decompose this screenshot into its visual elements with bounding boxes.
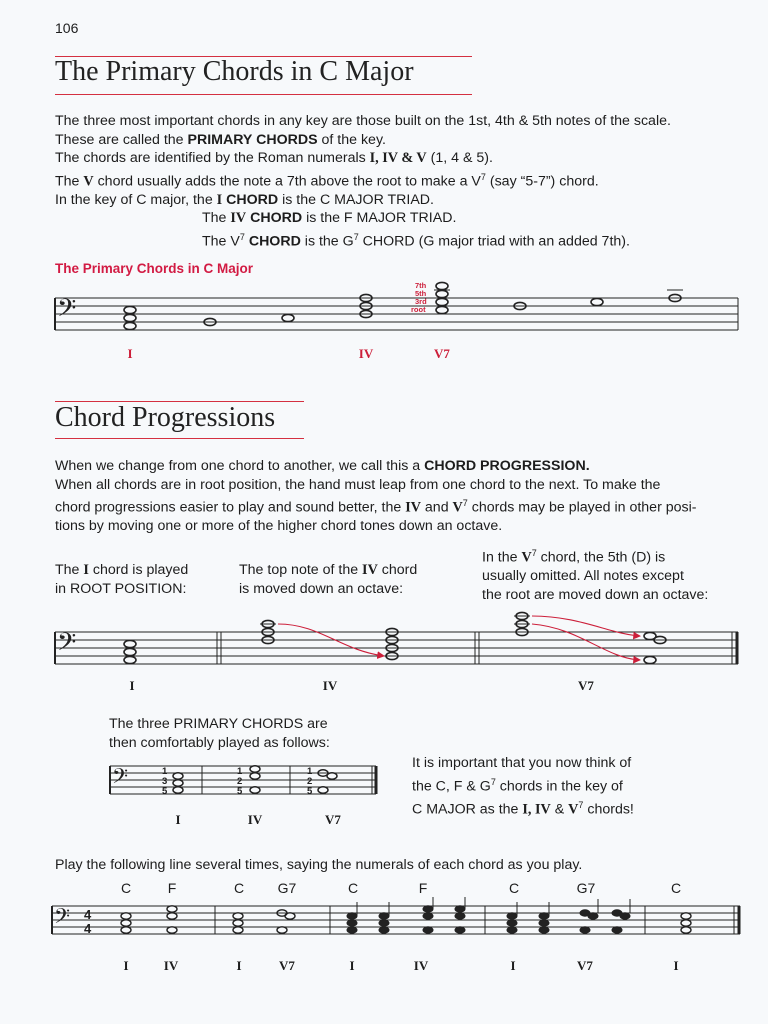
title-rule-top bbox=[55, 56, 472, 57]
line: It is important that you now think of bbox=[412, 755, 632, 771]
title-rule-top bbox=[55, 401, 304, 402]
exercise-label: I bbox=[349, 958, 355, 973]
line: in ROOT POSITION: bbox=[55, 580, 187, 597]
title-rule-bottom bbox=[55, 438, 304, 439]
finger-number: 2 bbox=[237, 776, 243, 787]
chord-label-I: I bbox=[127, 346, 133, 361]
staff-progressions bbox=[50, 620, 740, 675]
chord-symbol: C bbox=[233, 880, 245, 896]
exercise-label: I bbox=[510, 958, 516, 973]
exercise-label: I bbox=[673, 958, 679, 973]
time-signature-bottom: 4 bbox=[84, 921, 92, 936]
line: These are called the PRIMARY CHORDS of the key. bbox=[55, 131, 386, 148]
intro-paragraph bbox=[55, 112, 671, 251]
line: usually omitted. All notes except bbox=[482, 568, 684, 585]
finger-number: 5 bbox=[307, 786, 313, 797]
progression-label-I: I bbox=[129, 678, 135, 693]
title-rule-bottom bbox=[55, 94, 472, 95]
line: The chords are identified by the Roman numerals I, IV & V (1, 4 & 5). bbox=[55, 150, 493, 166]
iv-chord-text bbox=[239, 561, 417, 598]
exercise-label: I bbox=[123, 958, 129, 973]
line: The IV CHORD is the F MAJOR TRIAD. bbox=[202, 210, 457, 227]
chord-symbol: C bbox=[508, 880, 520, 896]
finger-number: 3 bbox=[162, 776, 168, 787]
progression-label-V7: V7 bbox=[578, 678, 594, 693]
finger-number: 1 bbox=[162, 766, 168, 777]
line: The three PRIMARY CHORDS are bbox=[109, 716, 328, 732]
progressions-paragraph bbox=[55, 457, 697, 536]
line: The three most important chords in any key are those built on the 1st, 4th & 5th notes of the scale. bbox=[55, 113, 671, 129]
line: In the key of C major, the I CHORD is the C MAJOR TRIAD. bbox=[55, 191, 434, 208]
line: then comfortably played as follows: bbox=[109, 734, 330, 751]
chord-symbol: G7 bbox=[576, 880, 596, 896]
primary-label-V7: V7 bbox=[325, 812, 341, 827]
line: the C, F & $G^7$ chords in the key of bbox=[412, 776, 623, 795]
exercise-instructions: Play the following line several times, saying the numerals of each chord as you play. bbox=[55, 857, 583, 873]
page-number: 106 bbox=[55, 20, 79, 36]
section-title-primary-chords: The Primary Chords in C Major bbox=[55, 56, 414, 87]
time-signature-top: 4 bbox=[84, 907, 92, 922]
chord-symbol: C bbox=[670, 880, 682, 896]
chord-symbol: F bbox=[418, 880, 428, 896]
line: the root are moved down an octave: bbox=[482, 586, 709, 603]
bass-clef-icon: 𝄢 bbox=[54, 904, 71, 933]
line: The $V^7$ CHORD is the $G^7$ CHORD (G major triad with an added 7th). bbox=[202, 231, 630, 250]
exercise-label: I bbox=[236, 958, 242, 973]
chord-label-V7: V7 bbox=[434, 346, 450, 361]
chord-symbol: F bbox=[167, 880, 177, 896]
tone-label-7th: 7th bbox=[415, 281, 427, 290]
primary-label-IV: IV bbox=[247, 812, 263, 827]
v7-chord-text bbox=[482, 544, 708, 604]
line: chord progressions easier to play and sound better, the IV and $V^7$ chords may be played in other posi- bbox=[55, 498, 697, 516]
tone-label-3rd: 3rd bbox=[415, 297, 427, 306]
chord-label-IV: IV bbox=[358, 346, 374, 361]
tone-label-root: root bbox=[411, 305, 426, 314]
exercise-label: V7 bbox=[279, 958, 295, 973]
line: The V chord usually adds the note a 7th above the root to make a $V^7$ (say “5-7”) chord. bbox=[55, 171, 599, 190]
tone-label-5th: 5th bbox=[415, 289, 427, 298]
line: In the $V^7$ chord, the 5th (D) is bbox=[482, 548, 666, 566]
staff-primary-chords bbox=[50, 281, 740, 340]
finger-number: 1 bbox=[237, 766, 243, 777]
line: is moved down an octave: bbox=[239, 580, 404, 597]
line: tions by moving one or more of the higher chord tones down an octave. bbox=[55, 518, 503, 535]
bass-clef-icon: 𝄢 bbox=[57, 294, 77, 329]
finger-number: 5 bbox=[237, 786, 243, 797]
staff-exercise bbox=[50, 900, 742, 945]
line: When all chords are in root position, the hand must leap from one chord to the next. To make the bbox=[55, 476, 661, 493]
section-title-chord-progressions: Chord Progressions bbox=[55, 402, 276, 433]
line: The I chord is played bbox=[55, 562, 189, 578]
exercise-label: IV bbox=[413, 958, 429, 973]
finger-number: 1 bbox=[307, 766, 313, 777]
staff-primary-fingering bbox=[110, 762, 380, 807]
line: When we change from one chord to another, we call this a CHORD PROGRESSION. bbox=[55, 458, 590, 474]
finger-number: 2 bbox=[307, 776, 313, 787]
chord-symbol: C bbox=[120, 880, 132, 896]
example-heading: The Primary Chords in C Major bbox=[55, 261, 254, 276]
root-position-text bbox=[55, 561, 188, 598]
bass-clef-icon: 𝄢 bbox=[112, 764, 129, 793]
exercise-label: IV bbox=[163, 958, 179, 973]
progression-label-IV: IV bbox=[322, 678, 338, 693]
line: C MAJOR as the I, IV & $V^7$ chords! bbox=[412, 799, 634, 818]
chord-symbol: C bbox=[347, 880, 359, 896]
exercise-label: V7 bbox=[577, 958, 593, 973]
primary-label-I: I bbox=[175, 812, 181, 827]
chord-symbol: G7 bbox=[277, 880, 297, 896]
line: The top note of the IV chord bbox=[239, 562, 418, 578]
finger-number: 5 bbox=[162, 786, 168, 797]
important-note-text bbox=[412, 754, 634, 819]
primary-chords-text bbox=[109, 715, 330, 752]
bass-clef-icon: 𝄢 bbox=[57, 628, 77, 663]
